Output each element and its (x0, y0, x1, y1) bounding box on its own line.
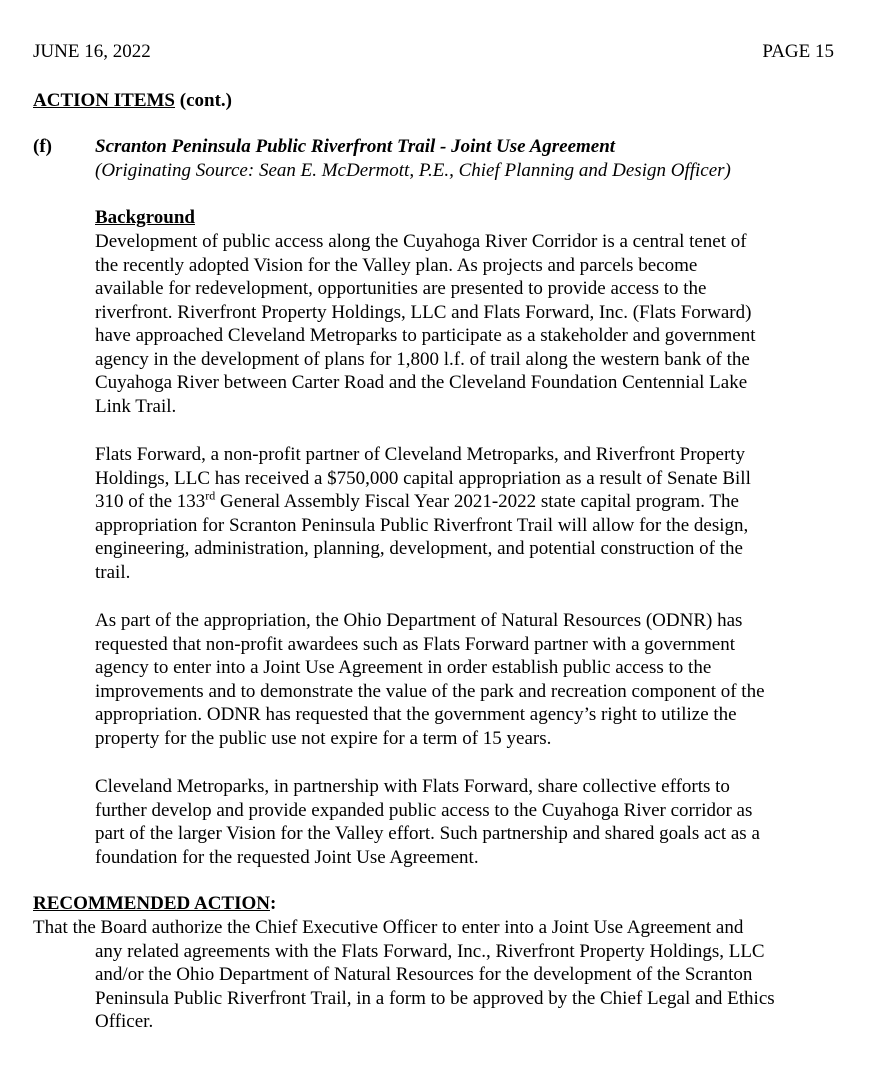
line-text: General Assembly Fiscal Year 2021-2022 state capital program. The (215, 491, 739, 512)
paragraph-line: agency in the development of plans for 1,800 l.f. of trail along the western bank of the (95, 348, 750, 370)
paragraph-line: the recently adopted Vision for the Valley plan. As projects and parcels become (95, 254, 698, 276)
paragraph-line: Flats Forward, a non-profit partner of Cleveland Metroparks, and Riverfront Property (95, 444, 746, 465)
section-title (33, 89, 232, 113)
background-paragraph-1 (95, 230, 835, 418)
header-page-number: PAGE 15 (762, 41, 834, 62)
section-title-text: ACTION ITEMS (33, 90, 175, 111)
paragraph-line: riverfront. Riverfront Property Holdings, LLC and Flats Forward, Inc. (Flats Forward) (95, 301, 752, 323)
paragraph-line: property for the public use not expire for a term of 15 years. (95, 727, 552, 749)
paragraph-line: appropriation. ODNR has requested that the government agency’s right to utilize the (95, 704, 737, 725)
recommended-action-title: RECOMMENDED ACTION (33, 893, 270, 914)
section-title-suffix: (cont.) (175, 90, 232, 111)
paragraph-line: Cleveland Metroparks, in partnership with Flats Forward, share collective efforts to (95, 776, 730, 797)
background-paragraph-2 (95, 443, 835, 584)
item-title: Scranton Peninsula Public Riverfront Trail - Joint Use Agreement (95, 136, 616, 157)
paragraph-line: foundation for the requested Joint Use Agreement. (95, 846, 479, 868)
background-paragraph-3 (95, 609, 835, 750)
paragraph-line: further develop and provide expanded public access to the Cuyahoga River corridor as (95, 799, 753, 821)
paragraph-line: and/or the Ohio Department of Natural Resources for the development of the Scranton (95, 964, 753, 985)
paragraph-line: have approached Cleveland Metroparks to participate as a stakeholder and government (95, 325, 756, 346)
line-text: 310 of the 133 (95, 491, 206, 512)
paragraph-line: appropriation for Scranton Peninsula Public Riverfront Trail will allow for the design, (95, 514, 749, 536)
paragraph-line: That the Board authorize the Chief Executive Officer to enter into a Joint Use Agreement and (33, 917, 744, 938)
paragraph-line: requested that non-profit awardees such as Flats Forward partner with a government (95, 633, 735, 655)
background-paragraph-4 (95, 775, 835, 869)
recommended-action-colon: : (269, 893, 277, 914)
paragraph-line: engineering, administration, planning, development, and potential construction of the (95, 538, 743, 559)
paragraph-line: Officer. (95, 1011, 154, 1032)
header-date: JUNE 16, 2022 (33, 41, 151, 62)
paragraph-line: available for redevelopment, opportunities are presented to provide access to the (95, 278, 707, 299)
paragraph-line: part of the larger Vision for the Valley effort. Such partnership and shared goals act as a (95, 823, 760, 844)
item-source: (Originating Source: Sean E. McDermott, P.E., Chief Planning and Design Officer) (95, 160, 731, 181)
paragraph-line: any related agreements with the Flats Forward, Inc., Riverfront Property Holdings, LLC (95, 940, 765, 962)
paragraph-line: Holdings, LLC has received a $750,000 capital appropriation as a result of Senate Bill (95, 467, 751, 489)
paragraph-line: Peninsula Public Riverfront Trail, in a form to be approved by the Chief Legal and Ethics (95, 987, 775, 1009)
background-heading: Background (95, 207, 195, 228)
paragraph-line: Link Trail. (95, 395, 177, 417)
item-letter: (f) (33, 136, 52, 157)
paragraph-line: Development of public access along the Cuyahoga River Corridor is a central tenet of (95, 231, 747, 252)
paragraph-line: improvements and to demonstrate the value of the park and recreation component of the (95, 680, 765, 702)
recommended-action-heading (33, 892, 276, 916)
paragraph-line (95, 490, 835, 514)
paragraph-line: As part of the appropriation, the Ohio Department of Natural Resources (ODNR) has (95, 610, 743, 631)
recommended-action-body (33, 916, 843, 1034)
paragraph-line: agency to enter into a Joint Use Agreement in order establish public access to the (95, 657, 712, 678)
paragraph-line: trail. (95, 561, 131, 583)
ordinal-superscript: rd (205, 488, 216, 503)
paragraph-line: Cuyahoga River between Carter Road and the Cleveland Foundation Centennial Lake (95, 372, 748, 393)
